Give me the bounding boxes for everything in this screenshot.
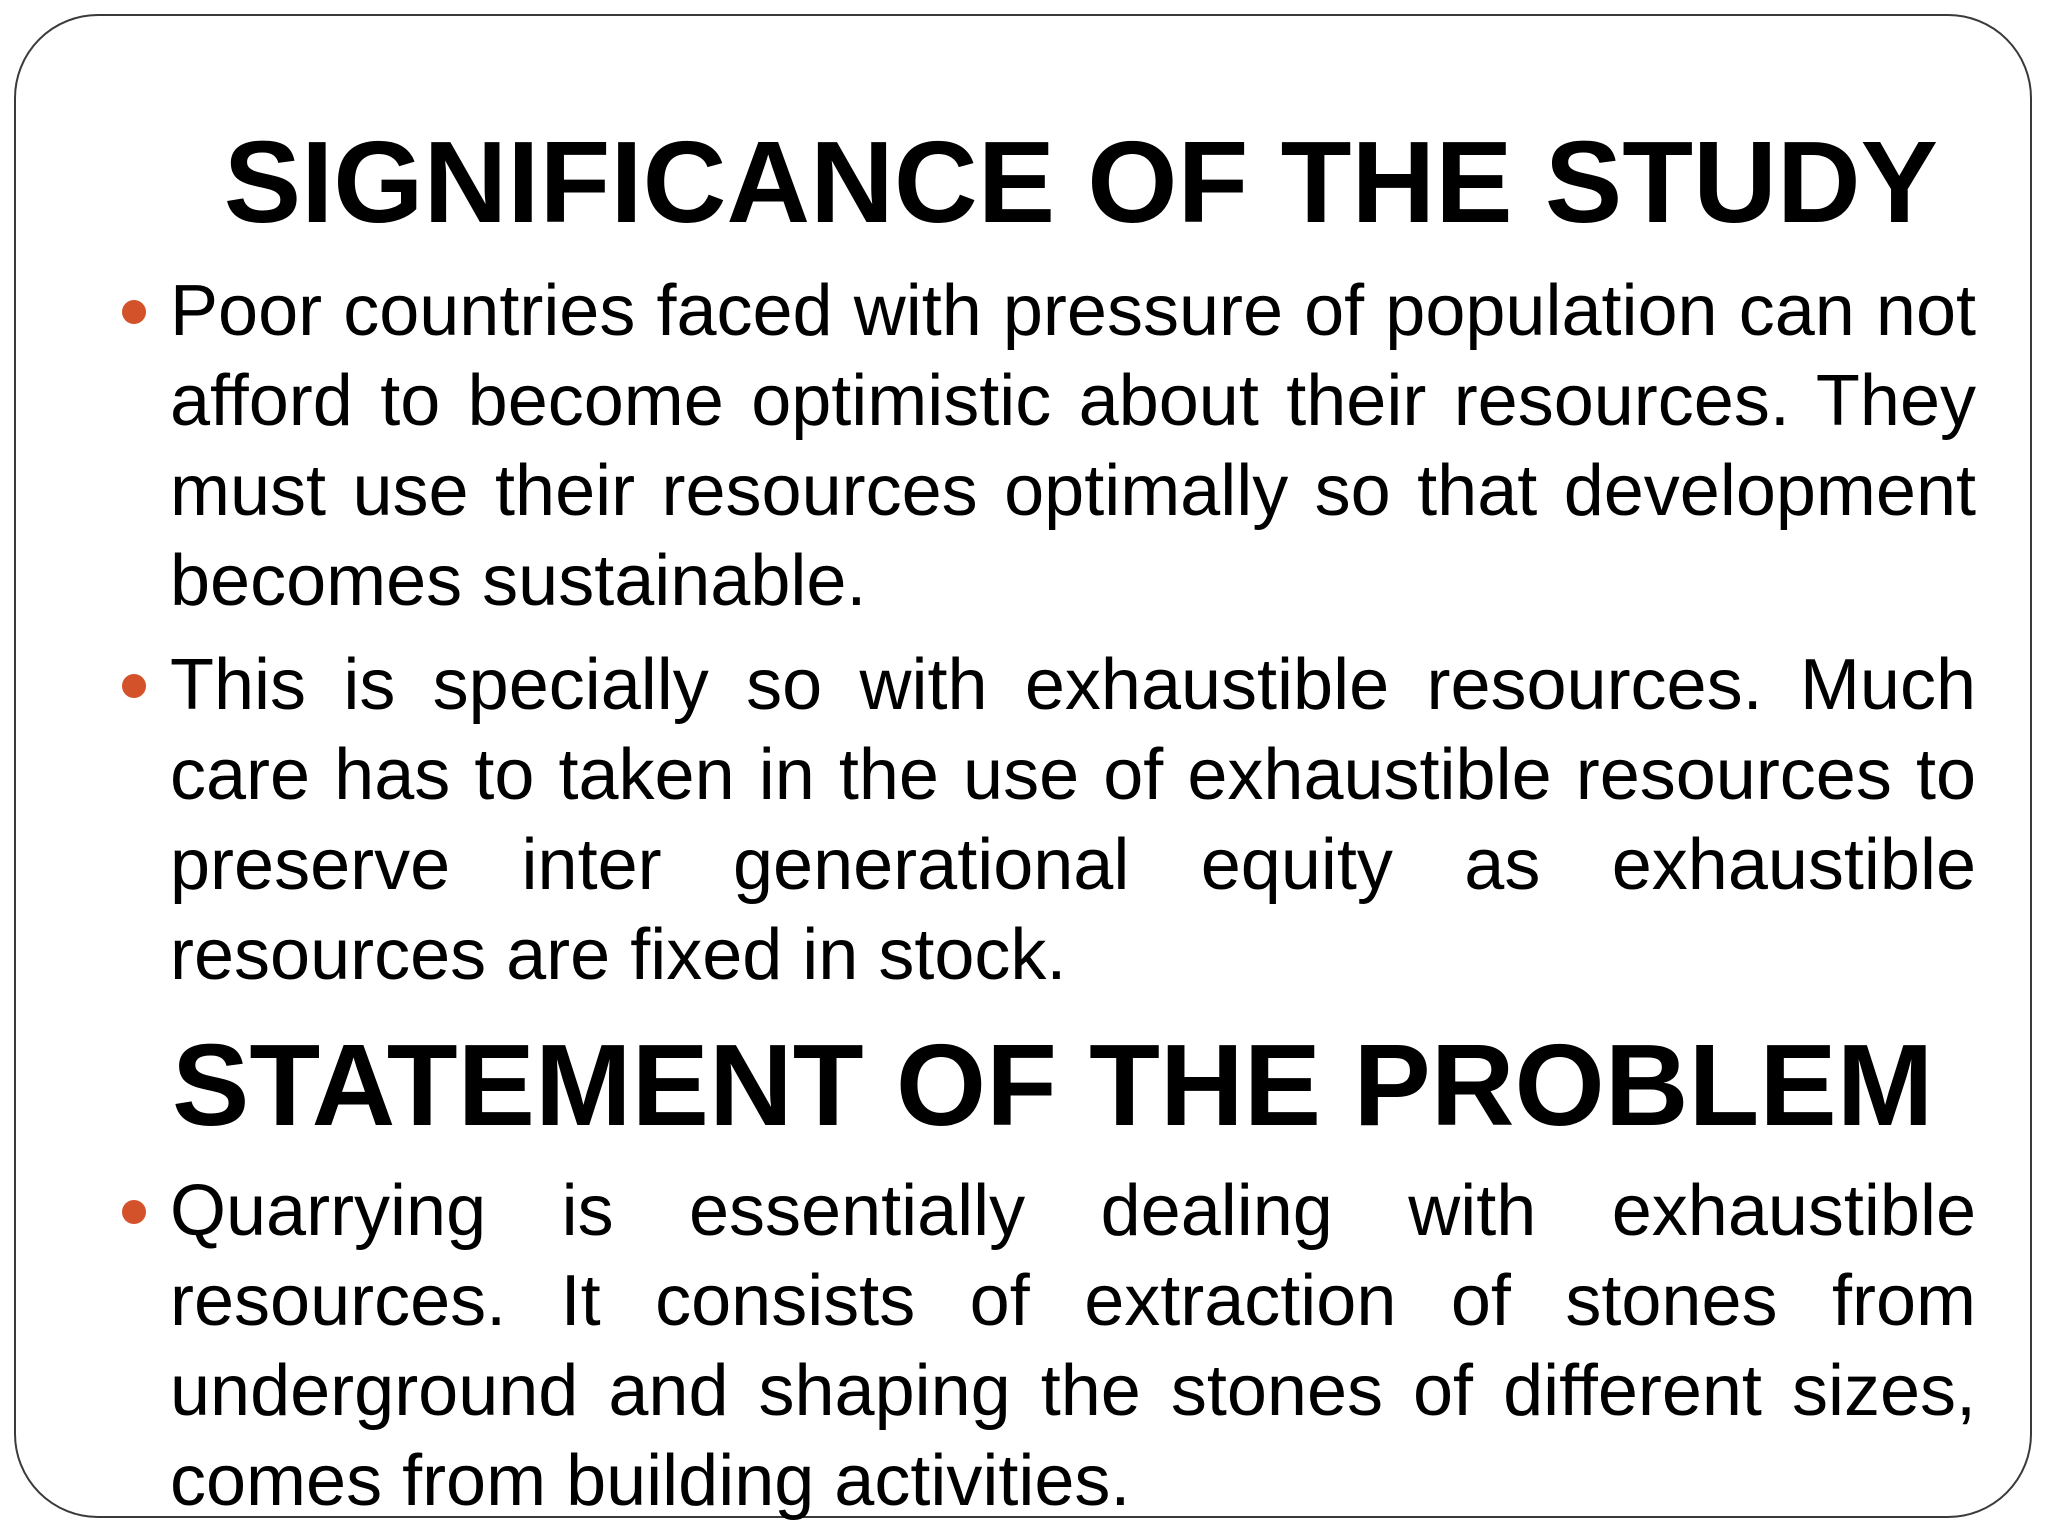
slide	[14, 14, 2032, 1521]
bullet-item	[170, 640, 1976, 1000]
heading-statement-of-the-problem: STATEMENT OF THE PROBLEM	[172, 1020, 1934, 1150]
bullet-text: Quarrying is essentially dealing with exhaustible resources. It consists of extraction of stones from underground and shaping the stones of different sizes, comes from building activities.	[170, 1171, 1976, 1521]
bullet-text: This is specially so with exhaustible resources. Much care has to taken in the use of exhaustible resources to preserve inter generational equity as exhaustible resources are fixed in stock.	[170, 645, 1976, 995]
bullet-item	[170, 266, 1976, 626]
bullet-item	[170, 1166, 1976, 1526]
bullet-text: Poor countries faced with pressure of population can not afford to become optimistic about their resources. They must use their resources optimally so that development becomes sustainable.	[170, 271, 1976, 621]
bullet-dot-icon	[122, 674, 146, 698]
heading-significance-of-the-study: SIGNIFICANCE OF THE STUDY	[223, 117, 1938, 247]
bullet-dot-icon	[122, 1200, 146, 1224]
bullet-dot-icon	[122, 300, 146, 324]
